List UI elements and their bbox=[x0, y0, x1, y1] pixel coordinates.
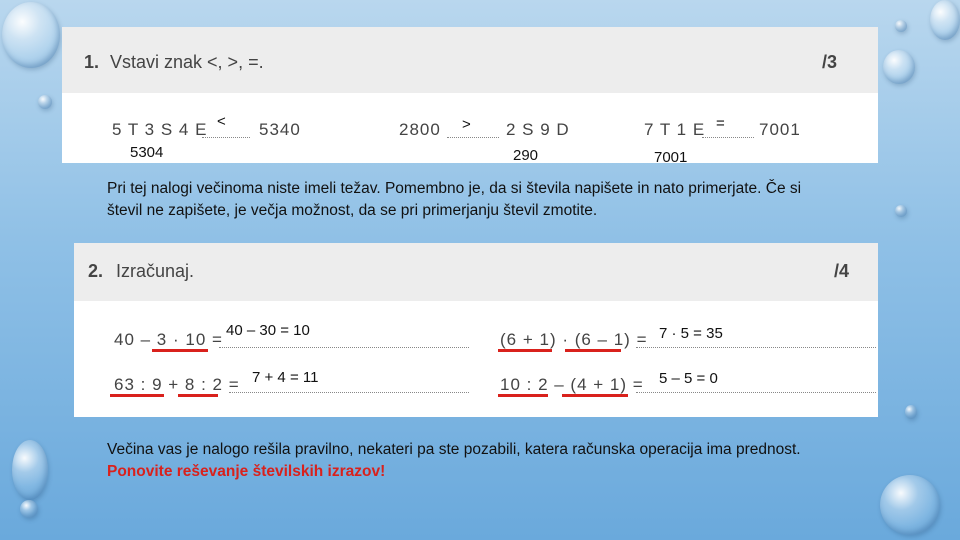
task1-item1-answer: 5304 bbox=[130, 144, 164, 161]
task1-card bbox=[62, 27, 878, 166]
task1-number: 1. bbox=[84, 52, 100, 72]
task2-card bbox=[74, 243, 878, 417]
task1-score: /3 bbox=[822, 52, 838, 72]
task2-number: 2. bbox=[88, 261, 104, 281]
task1-item3-blank bbox=[702, 137, 754, 138]
water-drop bbox=[12, 440, 48, 500]
task1-item1-left: 5 T 3 S 4 E bbox=[112, 120, 208, 139]
task2-item4-answer: 5 – 5 = 0 bbox=[659, 370, 718, 387]
task2-item1-underline bbox=[152, 349, 208, 352]
task1-comment: Pri tej nalogi večinoma niste imeli težav. Pomembno je, da si števila napišete in nato primerjate. Če si števil ne zapišete, je večja možnost, da se pri primerjanju števil zmotite. bbox=[107, 180, 802, 219]
task1-item2-blank bbox=[447, 137, 499, 138]
task1-item1-blank bbox=[202, 137, 250, 138]
task2-item1-expression: 40 – 3 · 10 = bbox=[114, 330, 223, 349]
task2-item3-blank bbox=[229, 392, 469, 393]
task2-score: /4 bbox=[834, 261, 850, 281]
water-drop bbox=[880, 475, 940, 535]
water-drop bbox=[930, 0, 960, 40]
task2-item4-underline-left bbox=[498, 394, 548, 397]
task1-item3-left: 7 T 1 E bbox=[644, 120, 706, 139]
task2-comment-text: Večina vas je nalogo rešila pravilno, nekateri pa ste pozabili, katera računska operacija ima prednost. bbox=[107, 441, 801, 458]
task1-item1-right: 5340 bbox=[259, 120, 301, 139]
task2-title: Izračunaj. bbox=[116, 261, 195, 281]
task2-item2-underline-right bbox=[565, 349, 621, 352]
task2-item4-blank bbox=[636, 392, 876, 393]
task2-comment bbox=[107, 439, 827, 483]
task2-header bbox=[74, 243, 878, 301]
task2-item3-expression: 63 : 9 + 8 : 2 = bbox=[114, 375, 240, 394]
water-drop bbox=[20, 500, 38, 518]
water-drop bbox=[2, 2, 60, 68]
task1-item3-right: 7001 bbox=[759, 120, 801, 139]
task1-item2-left: 2800 bbox=[399, 120, 441, 139]
task2-comment-highlight: Ponovite reševanje številskih izrazov! bbox=[107, 463, 386, 480]
task2-item1-blank bbox=[219, 347, 469, 348]
task1-item1-sign: < bbox=[217, 113, 226, 130]
task1-title: Vstavi znak <, >, =. bbox=[110, 52, 264, 72]
task2-item1-answer: 40 – 30 = 10 bbox=[226, 322, 310, 339]
task2-item2-blank bbox=[636, 347, 876, 348]
task1-item3-sign: = bbox=[716, 115, 725, 132]
task2-item3-underline-left bbox=[110, 394, 164, 397]
task1-item2-answer: 290 bbox=[513, 147, 539, 164]
task1-item2-right: 2 S 9 D bbox=[506, 120, 570, 139]
task2-item4-expression: 10 : 2 – (4 + 1) = bbox=[500, 375, 644, 394]
water-drop bbox=[895, 20, 907, 32]
task1-item3-answer: 7001 bbox=[654, 149, 688, 166]
task2-item3-underline-right bbox=[178, 394, 218, 397]
task2-item2-underline-left bbox=[498, 349, 552, 352]
task2-item2-expression: (6 + 1) · (6 – 1) = bbox=[500, 330, 648, 349]
water-drop bbox=[905, 405, 917, 419]
task2-item3-answer: 7 + 4 = 11 bbox=[252, 369, 319, 386]
water-drop bbox=[895, 205, 907, 217]
water-drop bbox=[38, 95, 52, 109]
task2-item2-answer: 7 · 5 = 35 bbox=[659, 325, 723, 342]
task1-item2-sign: > bbox=[462, 116, 471, 133]
water-drop bbox=[883, 50, 915, 84]
task2-item4-underline-right bbox=[562, 394, 628, 397]
